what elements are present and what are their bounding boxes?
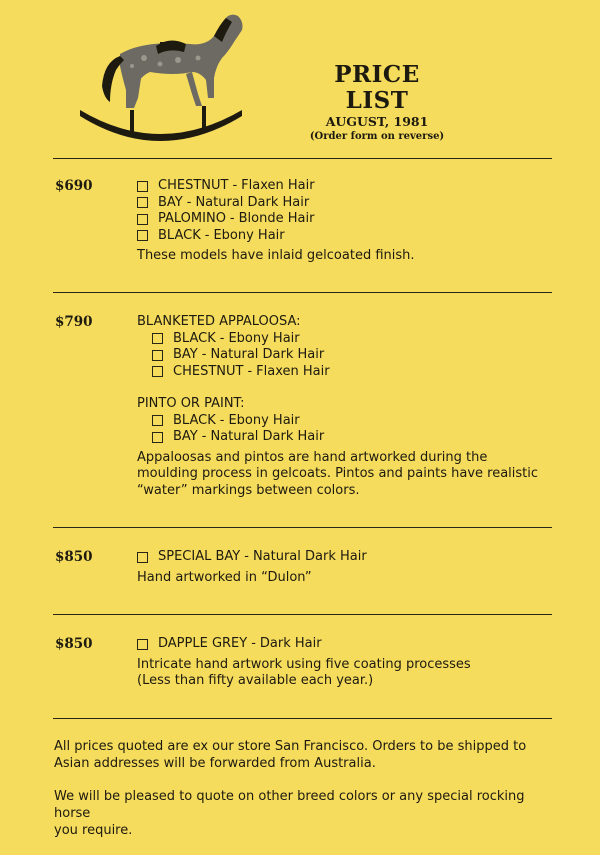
checkbox-icon[interactable]	[152, 366, 163, 377]
checkbox-icon[interactable]	[137, 197, 148, 208]
section-body	[137, 636, 567, 690]
divider	[53, 718, 552, 719]
page-title: PRICE LIST	[334, 61, 420, 114]
list-item: BLACK - Ebony Hair	[137, 331, 567, 348]
list-item: CHESTNUT - Flaxen Hair	[137, 178, 567, 195]
model-desc: Dark Hair	[259, 636, 322, 651]
model-name: BAY	[158, 194, 183, 210]
group-title: BLANKETED APPALOOSA:	[137, 314, 301, 329]
model-desc: Natural Dark Hair	[252, 549, 367, 564]
group-title: PINTO OR PAINT:	[137, 396, 245, 411]
note-line: Intricate hand artwork using five coating processes	[137, 656, 471, 672]
divider	[53, 527, 552, 528]
model-name: BLACK	[158, 227, 201, 243]
page-header	[0, 0, 600, 150]
footer-notes	[54, 738, 564, 855]
model-name: SPECIAL BAY	[158, 549, 241, 564]
section-body	[137, 314, 567, 499]
shipping-paragraph	[54, 738, 564, 772]
price-label: $690	[55, 178, 93, 194]
note-line: Appaloosas and pintos are hand artworked during the	[137, 449, 488, 465]
price-label: $790	[55, 314, 93, 330]
model-desc: Natural Dark Hair	[210, 347, 325, 362]
checkbox-icon[interactable]	[152, 415, 163, 426]
date-label: AUGUST, 1981	[325, 114, 429, 129]
checkbox-icon[interactable]	[152, 432, 163, 443]
model-desc: Blonde Hair	[238, 211, 315, 226]
note-line: moulding process in gelcoats. Pintos and paints have realistic	[137, 466, 539, 481]
divider	[53, 292, 552, 293]
note-line: (Less than fifty available each year.)	[137, 673, 374, 688]
note-line: “water” markings between colors.	[137, 482, 360, 498]
list-item: BAY - Natural Dark Hair	[137, 347, 567, 364]
model-desc: Natural Dark Hair	[210, 429, 325, 444]
model-name: BAY	[173, 429, 198, 444]
model-name: BLACK	[173, 412, 216, 428]
list-item: BLACK - Ebony Hair	[137, 228, 567, 245]
section-note	[137, 450, 567, 500]
model-name: CHESTNUT	[158, 178, 229, 193]
list-item: BLACK - Ebony Hair	[137, 413, 567, 430]
footer-line: We will be pleased to quote on other breed colors or any special rocking horse	[54, 789, 525, 821]
divider	[53, 158, 552, 159]
divider	[53, 614, 552, 615]
model-name: BAY	[173, 347, 198, 362]
checkbox-icon[interactable]	[137, 181, 148, 192]
model-desc: Flaxen Hair	[256, 363, 330, 379]
model-desc: Flaxen Hair	[241, 178, 315, 193]
model-name: CHESTNUT	[173, 363, 244, 379]
list-item: BAY - Natural Dark Hair	[137, 429, 567, 446]
checkbox-icon[interactable]	[137, 214, 148, 225]
model-desc: Ebony Hair	[213, 227, 285, 243]
model-desc: Ebony Hair	[228, 330, 300, 346]
order-form-note: (Order form on reverse)	[309, 131, 445, 142]
section-body	[137, 549, 567, 586]
footer-line: All prices quoted are ex our store San Francisco. Orders to be shipped to	[54, 739, 527, 754]
price-label: $850	[55, 636, 93, 652]
list-item: SPECIAL BAY - Natural Dark Hair	[137, 549, 567, 566]
model-desc: Natural Dark Hair	[195, 194, 310, 210]
list-item: PALOMINO - Blonde Hair	[137, 211, 567, 228]
section-body	[137, 178, 567, 265]
list-item: CHESTNUT - Flaxen Hair	[137, 364, 567, 381]
price-label: $850	[55, 549, 93, 565]
section-note: Hand artworked in “Dulon”	[137, 569, 312, 585]
section-note	[137, 657, 567, 690]
checkbox-icon[interactable]	[152, 350, 163, 361]
model-name: PALOMINO	[158, 211, 226, 226]
title-block	[302, 62, 452, 144]
model-name: DAPPLE GREY	[158, 636, 248, 651]
quote-paragraph	[54, 788, 564, 839]
footer-line: you require.	[54, 823, 133, 838]
model-name: BLACK	[173, 330, 216, 346]
checkbox-icon[interactable]	[137, 230, 148, 241]
checkbox-icon[interactable]	[152, 333, 163, 344]
rocking-horse-icon	[74, 6, 246, 152]
model-desc: Ebony Hair	[228, 412, 300, 428]
checkbox-icon[interactable]	[137, 552, 148, 563]
checkbox-icon[interactable]	[137, 639, 148, 650]
list-item: DAPPLE GREY - Dark Hair	[137, 636, 567, 653]
section-note: These models have inlaid gelcoated finish.	[137, 248, 415, 263]
footer-line: Asian addresses will be forwarded from Australia.	[54, 756, 376, 771]
list-item: BAY - Natural Dark Hair	[137, 195, 567, 212]
